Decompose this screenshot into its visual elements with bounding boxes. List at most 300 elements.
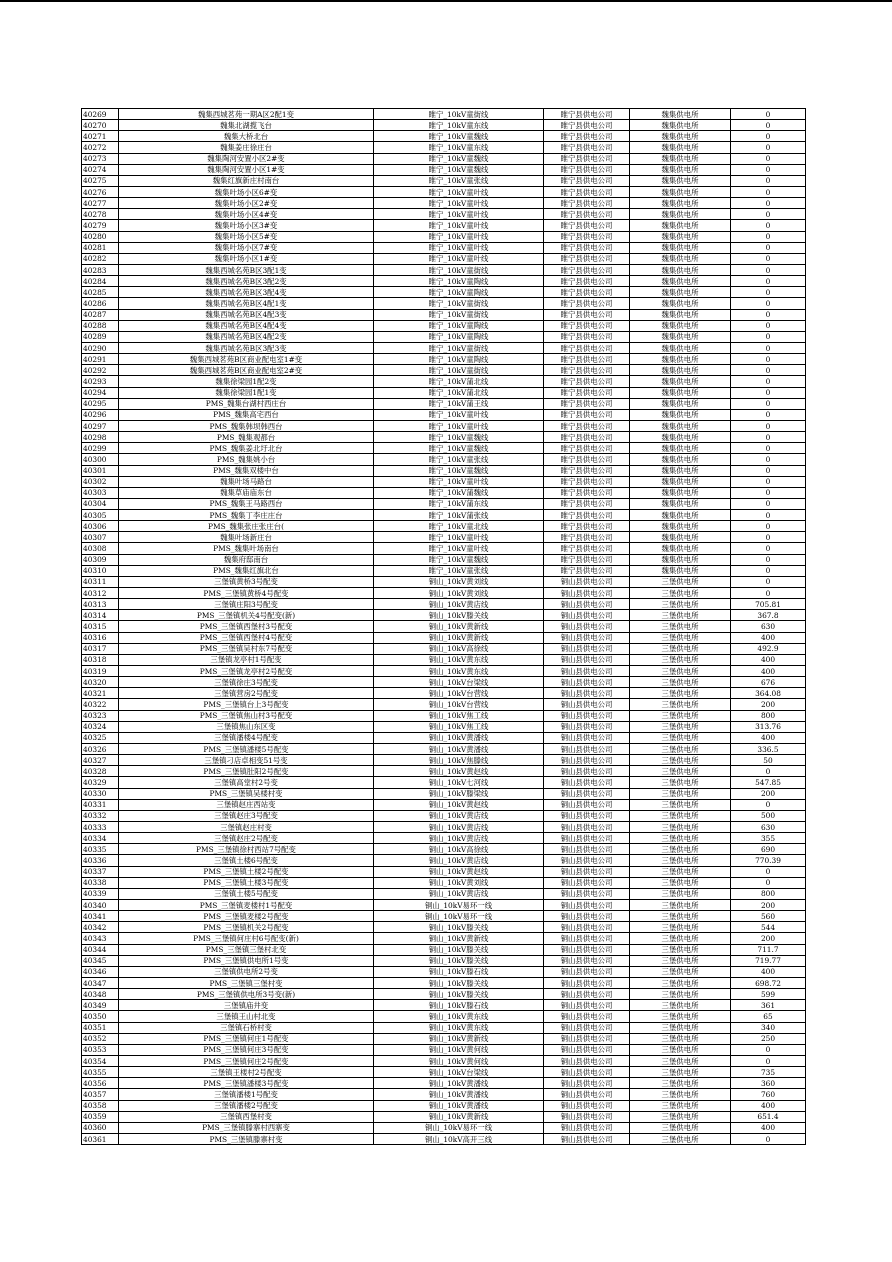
table-row (82, 1078, 806, 1089)
cell-company: 睢宁县供电公司 (544, 253, 630, 264)
table-row (82, 398, 806, 409)
cell-station: 魏集供电所 (630, 387, 731, 398)
table-row (82, 109, 806, 120)
table-row (82, 888, 806, 899)
cell-id: 40345 (82, 955, 119, 966)
cell-name: 魏集叶场小区7#变 (119, 242, 374, 253)
cell-company: 睢宁县供电公司 (544, 175, 630, 186)
cell-company: 睢宁县供电公司 (544, 487, 630, 498)
table-row (82, 1111, 806, 1122)
cell-line: 睢宁_10kV童北线 (374, 521, 544, 532)
cell-name: PMS_三堡镇台上3号配变 (119, 699, 374, 710)
cell-line: 铜山_10kV黄东线 (374, 1011, 544, 1022)
cell-id: 40327 (82, 755, 119, 766)
cell-station: 三堡供电所 (630, 576, 731, 587)
cell-company: 睢宁县供电公司 (544, 342, 630, 353)
cell-name: 魏集叶场小区5#变 (119, 231, 374, 242)
cell-id: 40310 (82, 565, 119, 576)
cell-name: 三堡镇土楼6号配变 (119, 855, 374, 866)
cell-company: 铜山县供电公司 (544, 855, 630, 866)
cell-value: 0 (731, 153, 806, 164)
cell-value: 735 (731, 1067, 806, 1078)
cell-company: 铜山县供电公司 (544, 1111, 630, 1122)
cell-station: 三堡供电所 (630, 866, 731, 877)
cell-station: 魏集供电所 (630, 320, 731, 331)
cell-station: 三堡供电所 (630, 744, 731, 755)
cell-company: 睢宁县供电公司 (544, 354, 630, 365)
cell-station: 魏集供电所 (630, 298, 731, 309)
cell-station: 魏集供电所 (630, 543, 731, 554)
cell-id: 40292 (82, 365, 119, 376)
cell-id: 40335 (82, 844, 119, 855)
cell-value: 0 (731, 554, 806, 565)
cell-value: 0 (731, 198, 806, 209)
table-row (82, 1022, 806, 1033)
cell-value: 336.5 (731, 744, 806, 755)
cell-company: 铜山县供电公司 (544, 1033, 630, 1044)
cell-company: 睢宁县供电公司 (544, 153, 630, 164)
cell-value: 0 (731, 588, 806, 599)
cell-name: PMS_三堡镇麦楼村1号配变 (119, 899, 374, 910)
cell-company: 铜山县供电公司 (544, 1078, 630, 1089)
cell-line: 铜山_10kV高开三线 (374, 1133, 544, 1144)
cell-station: 魏集供电所 (630, 331, 731, 342)
cell-id: 40353 (82, 1044, 119, 1055)
cell-value: 0 (731, 576, 806, 587)
cell-station: 三堡供电所 (630, 654, 731, 665)
cell-value: 0 (731, 220, 806, 231)
cell-value: 0 (731, 398, 806, 409)
cell-name: 魏集府邸南台 (119, 554, 374, 565)
table-row (82, 1133, 806, 1144)
cell-id: 40306 (82, 521, 119, 532)
cell-company: 铜山县供电公司 (544, 899, 630, 910)
cell-value: 560 (731, 911, 806, 922)
cell-company: 铜山县供电公司 (544, 866, 630, 877)
cell-company: 铜山县供电公司 (544, 1100, 630, 1111)
cell-value: 719.77 (731, 955, 806, 966)
cell-line: 睢宁_10kV童叶线 (374, 476, 544, 487)
table-row (82, 844, 806, 855)
cell-line: 睢宁_10kV童街线 (374, 365, 544, 376)
cell-station: 三堡供电所 (630, 1122, 731, 1133)
cell-id: 40344 (82, 944, 119, 955)
cell-value: 0 (731, 309, 806, 320)
cell-id: 40356 (82, 1078, 119, 1089)
cell-company: 睢宁县供电公司 (544, 376, 630, 387)
cell-station: 三堡供电所 (630, 732, 731, 743)
cell-value: 400 (731, 632, 806, 643)
cell-line: 铜山_10kV黄店线 (374, 599, 544, 610)
cell-value: 0 (731, 766, 806, 777)
cell-line: 睢宁_10kV童叶线 (374, 186, 544, 197)
cell-id: 40273 (82, 153, 119, 164)
cell-value: 360 (731, 1078, 806, 1089)
cell-company: 铜山县供电公司 (544, 643, 630, 654)
cell-line: 铜山_10kV滕关线 (374, 955, 544, 966)
cell-company: 睢宁县供电公司 (544, 209, 630, 220)
cell-name: 三堡镇潘楼2号配变 (119, 1100, 374, 1111)
cell-company: 睢宁县供电公司 (544, 521, 630, 532)
cell-station: 三堡供电所 (630, 810, 731, 821)
cell-id: 40349 (82, 1000, 119, 1011)
cell-name: 三堡镇潘楼4号配变 (119, 732, 374, 743)
cell-company: 铜山县供电公司 (544, 822, 630, 833)
cell-company: 铜山县供电公司 (544, 1133, 630, 1144)
cell-company: 睢宁县供电公司 (544, 409, 630, 420)
cell-value: 492.9 (731, 643, 806, 654)
cell-name: PMS_三堡镇潘楼3号配变 (119, 1078, 374, 1089)
cell-line: 铜山_10kV黄店线 (374, 855, 544, 866)
cell-name: PMS_三堡镇机关4号配变(新) (119, 610, 374, 621)
cell-line: 睢宁_10kV童魏线 (374, 131, 544, 142)
cell-station: 魏集供电所 (630, 420, 731, 431)
cell-line: 铜山_10kV滕石线 (374, 966, 544, 977)
cell-id: 40332 (82, 810, 119, 821)
cell-id: 40277 (82, 198, 119, 209)
cell-line: 铜山_10kV黄赵线 (374, 799, 544, 810)
cell-id: 40290 (82, 342, 119, 353)
cell-name: PMS_魏集丁李庄庄台 (119, 510, 374, 521)
cell-id: 40274 (82, 164, 119, 175)
cell-id: 40360 (82, 1122, 119, 1133)
cell-line: 铜山_10kV黄东线 (374, 1022, 544, 1033)
cell-value: 0 (731, 120, 806, 131)
cell-line: 睢宁_10kV童魏线 (374, 153, 544, 164)
cell-line: 睢宁_10kV童魏线 (374, 164, 544, 175)
cell-value: 400 (731, 732, 806, 743)
cell-company: 睢宁县供电公司 (544, 443, 630, 454)
cell-value: 400 (731, 1122, 806, 1133)
cell-id: 40271 (82, 131, 119, 142)
cell-id: 40355 (82, 1067, 119, 1078)
cell-line: 铜山_10kV滕关线 (374, 977, 544, 988)
table-row (82, 1089, 806, 1100)
cell-station: 魏集供电所 (630, 565, 731, 576)
table-row (82, 186, 806, 197)
cell-line: 铜山_10kV高徐线 (374, 643, 544, 654)
cell-line: 睢宁_10kV童张线 (374, 454, 544, 465)
table-row (82, 309, 806, 320)
cell-value: 0 (731, 465, 806, 476)
cell-value: 0 (731, 454, 806, 465)
table-row (82, 131, 806, 142)
cell-value: 0 (731, 476, 806, 487)
table-row (82, 833, 806, 844)
table-row (82, 387, 806, 398)
table-row (82, 164, 806, 175)
cell-id: 40347 (82, 977, 119, 988)
cell-line: 铜山_10kV黄刘线 (374, 877, 544, 888)
cell-value: 0 (731, 242, 806, 253)
cell-id: 40348 (82, 989, 119, 1000)
cell-station: 三堡供电所 (630, 710, 731, 721)
table-row (82, 766, 806, 777)
cell-name: 魏集叶场小区6#变 (119, 186, 374, 197)
cell-name: PMS_魏集王马路西台 (119, 498, 374, 509)
cell-station: 三堡供电所 (630, 766, 731, 777)
cell-value: 0 (731, 131, 806, 142)
cell-name: 魏集草庙庙东台 (119, 487, 374, 498)
cell-value: 0 (731, 287, 806, 298)
cell-company: 睢宁县供电公司 (544, 320, 630, 331)
cell-name: 三堡镇赵庄2号配变 (119, 833, 374, 844)
cell-line: 睢宁_10kV童陶线 (374, 276, 544, 287)
cell-line: 睢宁_10kV童叶线 (374, 220, 544, 231)
cell-station: 魏集供电所 (630, 465, 731, 476)
cell-station: 三堡供电所 (630, 855, 731, 866)
cell-name: PMS_三堡镇土楼3号配变 (119, 877, 374, 888)
cell-company: 睢宁县供电公司 (544, 198, 630, 209)
cell-company: 睢宁县供电公司 (544, 432, 630, 443)
table-row (82, 342, 806, 353)
cell-station: 魏集供电所 (630, 131, 731, 142)
table-row (82, 331, 806, 342)
cell-company: 铜山县供电公司 (544, 610, 630, 621)
cell-station: 三堡供电所 (630, 755, 731, 766)
cell-company: 铜山县供电公司 (544, 588, 630, 599)
cell-name: PMS_三堡镇何庄2号配变 (119, 1055, 374, 1066)
cell-line: 铜山_10kV黄店线 (374, 810, 544, 821)
cell-id: 40281 (82, 242, 119, 253)
cell-company: 铜山县供电公司 (544, 688, 630, 699)
cell-value: 544 (731, 922, 806, 933)
table-row (82, 576, 806, 587)
table-row (82, 1011, 806, 1022)
cell-company: 铜山县供电公司 (544, 632, 630, 643)
cell-name: 三堡镇刁店卓相变51号变 (119, 755, 374, 766)
cell-name: 三堡镇焦山东区变 (119, 721, 374, 732)
cell-line: 铜山_10kV黄赵线 (374, 866, 544, 877)
cell-id: 40354 (82, 1055, 119, 1066)
cell-name: 三堡镇营房2号配变 (119, 688, 374, 699)
cell-company: 铜山县供电公司 (544, 744, 630, 755)
cell-value: 0 (731, 409, 806, 420)
cell-line: 铜山_10kV黄刘线 (374, 588, 544, 599)
cell-id: 40278 (82, 209, 119, 220)
table-row (82, 866, 806, 877)
cell-station: 三堡供电所 (630, 1133, 731, 1144)
cell-name: 三堡镇庄阳3号配变 (119, 599, 374, 610)
cell-line: 睢宁_10kV童街线 (374, 342, 544, 353)
cell-name: 魏集西城名苑B区3配2变 (119, 276, 374, 287)
cell-id: 40313 (82, 599, 119, 610)
cell-company: 睢宁县供电公司 (544, 387, 630, 398)
cell-line: 铜山_10kV黄店线 (374, 833, 544, 844)
cell-company: 睢宁县供电公司 (544, 565, 630, 576)
cell-station: 魏集供电所 (630, 498, 731, 509)
cell-value: 0 (731, 877, 806, 888)
cell-station: 三堡供电所 (630, 1044, 731, 1055)
cell-id: 40357 (82, 1089, 119, 1100)
cell-company: 铜山县供电公司 (544, 666, 630, 677)
cell-value: 400 (731, 654, 806, 665)
cell-value: 200 (731, 699, 806, 710)
cell-line: 铜山_10kV台营线 (374, 699, 544, 710)
cell-company: 铜山县供电公司 (544, 721, 630, 732)
cell-company: 铜山县供电公司 (544, 977, 630, 988)
cell-line: 睢宁_10kV童陶线 (374, 287, 544, 298)
cell-company: 睢宁县供电公司 (544, 331, 630, 342)
cell-line: 铜山_10kV焦滕线 (374, 755, 544, 766)
table-row (82, 298, 806, 309)
cell-name: PMS_三堡镇焦山村3号配变 (119, 710, 374, 721)
cell-name: PMS_三堡镇西堡村4号配变 (119, 632, 374, 643)
cell-line: 铜山_10kV黄新线 (374, 933, 544, 944)
cell-name: PMS_三堡镇何庄3号配变 (119, 1044, 374, 1055)
cell-station: 三堡供电所 (630, 777, 731, 788)
cell-value: 0 (731, 1044, 806, 1055)
cell-line: 铜山_10kV滕关线 (374, 989, 544, 1000)
cell-value: 690 (731, 844, 806, 855)
cell-station: 魏集供电所 (630, 253, 731, 264)
cell-id: 40293 (82, 376, 119, 387)
cell-id: 40323 (82, 710, 119, 721)
cell-name: 三堡镇土楼5号配变 (119, 888, 374, 899)
cell-company: 铜山县供电公司 (544, 699, 630, 710)
cell-line: 睢宁_10kV童叶线 (374, 231, 544, 242)
table-row (82, 532, 806, 543)
cell-id: 40342 (82, 922, 119, 933)
cell-company: 睢宁县供电公司 (544, 242, 630, 253)
cell-id: 40303 (82, 487, 119, 498)
cell-company: 铜山县供电公司 (544, 888, 630, 899)
cell-station: 三堡供电所 (630, 1089, 731, 1100)
cell-name: 三堡镇赵庄村变 (119, 822, 374, 833)
cell-line: 铜山_10kV台梁线 (374, 677, 544, 688)
cell-name: PMS_魏集叶场南台 (119, 543, 374, 554)
cell-company: 睢宁县供电公司 (544, 420, 630, 431)
cell-station: 魏集供电所 (630, 521, 731, 532)
cell-station: 三堡供电所 (630, 721, 731, 732)
table-row (82, 498, 806, 509)
table-row (82, 153, 806, 164)
cell-name: PMS_魏集姜北圩北台 (119, 443, 374, 454)
cell-name: 三堡镇黄桥3号配变 (119, 576, 374, 587)
cell-id: 40336 (82, 855, 119, 866)
cell-line: 睢宁_10kV蒲魏线 (374, 487, 544, 498)
cell-station: 魏集供电所 (630, 354, 731, 365)
cell-name: PMS_三堡镇潘楼5号配变 (119, 744, 374, 755)
cell-id: 40358 (82, 1100, 119, 1111)
cell-station: 三堡供电所 (630, 977, 731, 988)
table-row (82, 688, 806, 699)
cell-company: 铜山县供电公司 (544, 799, 630, 810)
table-row (82, 443, 806, 454)
cell-name: 魏集姜庄徐庄台 (119, 142, 374, 153)
cell-value: 698.72 (731, 977, 806, 988)
table-row (82, 744, 806, 755)
cell-station: 三堡供电所 (630, 1000, 731, 1011)
cell-station: 三堡供电所 (630, 1055, 731, 1066)
cell-station: 魏集供电所 (630, 153, 731, 164)
table-row (82, 777, 806, 788)
cell-company: 睢宁县供电公司 (544, 498, 630, 509)
cell-line: 铜山_10kV焦工线 (374, 721, 544, 732)
cell-id: 40298 (82, 432, 119, 443)
cell-value: 250 (731, 1033, 806, 1044)
cell-company: 铜山县供电公司 (544, 1055, 630, 1066)
cell-company: 铜山县供电公司 (544, 922, 630, 933)
cell-name: PMS_三堡镇滕寨村西寨变 (119, 1122, 374, 1133)
cell-value: 599 (731, 989, 806, 1000)
table-row (82, 276, 806, 287)
cell-value: 0 (731, 1133, 806, 1144)
cell-line: 睢宁_10kV童叶线 (374, 409, 544, 420)
table-row (82, 899, 806, 910)
table-row (82, 420, 806, 431)
cell-value: 0 (731, 510, 806, 521)
cell-name: 三堡镇潘楼1号配变 (119, 1089, 374, 1100)
cell-name: 三堡镇供电所2号变 (119, 966, 374, 977)
cell-value: 651.4 (731, 1111, 806, 1122)
table-row (82, 610, 806, 621)
cell-value: 630 (731, 621, 806, 632)
cell-company: 铜山县供电公司 (544, 621, 630, 632)
cell-value: 770.39 (731, 855, 806, 866)
cell-name: PMS_三堡镇机关2号配变 (119, 922, 374, 933)
cell-id: 40308 (82, 543, 119, 554)
table-row (82, 732, 806, 743)
table-row (82, 621, 806, 632)
cell-line: 铜山_10kV易环一线 (374, 911, 544, 922)
cell-id: 40337 (82, 866, 119, 877)
cell-id: 40280 (82, 231, 119, 242)
cell-line: 铜山_10kV黄新线 (374, 1111, 544, 1122)
cell-value: 0 (731, 432, 806, 443)
table-row (82, 476, 806, 487)
table-row (82, 699, 806, 710)
cell-id: 40299 (82, 443, 119, 454)
table-row (82, 220, 806, 231)
cell-company: 睢宁县供电公司 (544, 476, 630, 487)
cell-value: 367.8 (731, 610, 806, 621)
cell-station: 三堡供电所 (630, 632, 731, 643)
cell-line: 睢宁_10kV童街线 (374, 309, 544, 320)
cell-name: PMS_三堡镇西堡村3号配变 (119, 621, 374, 632)
cell-line: 睢宁_10kV童魏线 (374, 432, 544, 443)
table-row (82, 287, 806, 298)
cell-station: 三堡供电所 (630, 1078, 731, 1089)
cell-company: 铜山县供电公司 (544, 777, 630, 788)
cell-line: 铜山_10kV黄潘线 (374, 1078, 544, 1089)
cell-station: 魏集供电所 (630, 175, 731, 186)
cell-company: 铜山县供电公司 (544, 732, 630, 743)
cell-line: 睢宁_10kV童东线 (374, 120, 544, 131)
cell-value: 0 (731, 164, 806, 175)
cell-value: 705.81 (731, 599, 806, 610)
cell-company: 铜山县供电公司 (544, 710, 630, 721)
cell-id: 40321 (82, 688, 119, 699)
cell-station: 魏集供电所 (630, 309, 731, 320)
cell-company: 睢宁县供电公司 (544, 510, 630, 521)
cell-id: 40328 (82, 766, 119, 777)
cell-name: 三堡镇王楼村2号配变 (119, 1067, 374, 1078)
cell-name: PMS_三堡镇黄桥4号配变 (119, 588, 374, 599)
cell-company: 铜山县供电公司 (544, 955, 630, 966)
cell-line: 铜山_10kV黄潘线 (374, 1100, 544, 1111)
cell-name: 魏集陶河安置小区2#变 (119, 153, 374, 164)
cell-company: 睢宁县供电公司 (544, 309, 630, 320)
cell-station: 三堡供电所 (630, 1011, 731, 1022)
cell-value: 364.08 (731, 688, 806, 699)
cell-station: 三堡供电所 (630, 966, 731, 977)
cell-value: 0 (731, 354, 806, 365)
cell-name: 三堡镇徐庄3号配变 (119, 677, 374, 688)
cell-company: 睢宁县供电公司 (544, 298, 630, 309)
cell-line: 铜山_10kV黄新线 (374, 1033, 544, 1044)
cell-value: 50 (731, 755, 806, 766)
